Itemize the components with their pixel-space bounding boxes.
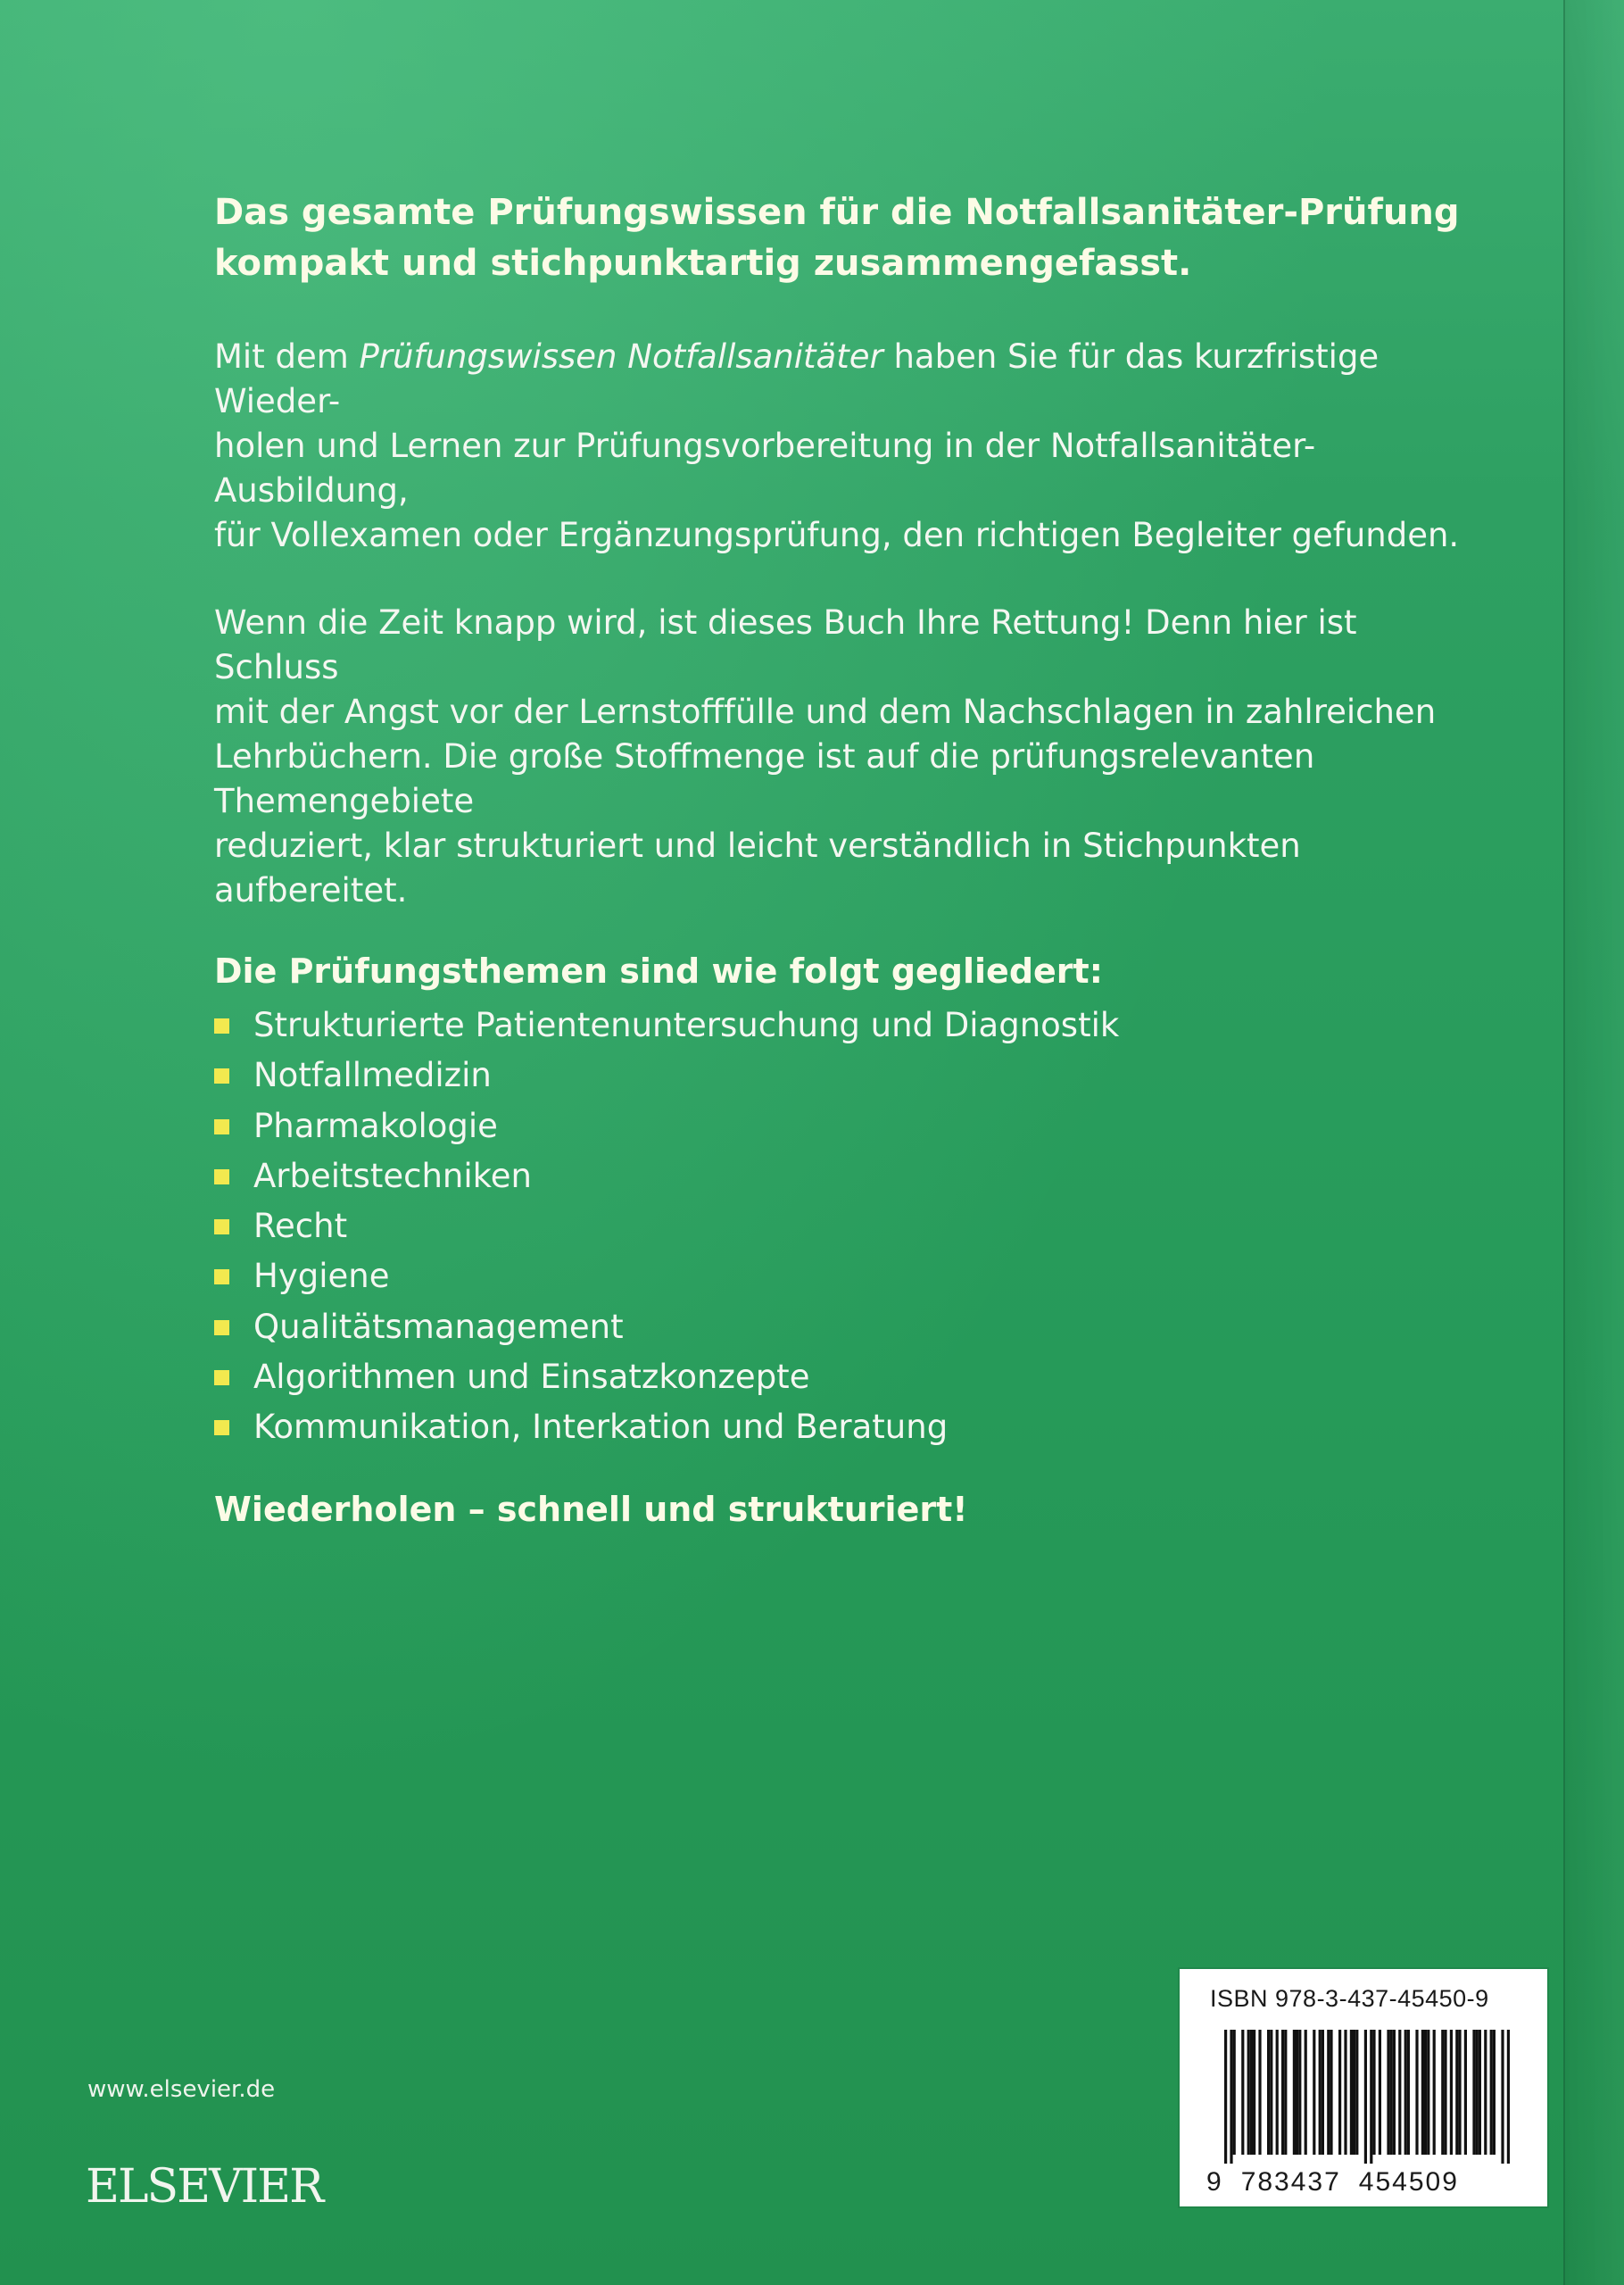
barcode-bar	[1355, 2030, 1358, 2155]
barcode-bar	[1281, 2030, 1284, 2155]
tagline: Wiederholen – schnell und strukturiert!	[214, 1489, 968, 1529]
barcode-bar	[1330, 2030, 1332, 2155]
barcode-bar	[1501, 2030, 1504, 2164]
barcode-bar	[1450, 2030, 1453, 2155]
barcode-bar	[1305, 2030, 1307, 2155]
topic-label: Algorithmen und Einsatzkonzepte	[253, 1358, 810, 1397]
barcode-bar	[1476, 2030, 1479, 2155]
barcode-bar	[1241, 2030, 1244, 2155]
topics-heading: Die Prüfungsthemen sind wie folgt gegliedert:	[214, 951, 1103, 991]
barcode-bar	[1490, 2030, 1493, 2155]
bullet-square-icon	[214, 1420, 229, 1435]
barcode-bar	[1390, 2030, 1393, 2155]
barcode-digit-group-1: 783437	[1240, 2167, 1341, 2197]
list-item	[214, 1352, 1481, 1402]
barcode-bar	[1458, 2030, 1461, 2155]
barcode-bar	[1284, 2030, 1287, 2155]
barcode-bar	[1398, 2030, 1401, 2155]
barcode-bar	[1319, 2030, 1322, 2155]
topic-label: Hygiene	[253, 1257, 390, 1296]
bullet-square-icon	[214, 1219, 229, 1234]
barcode-bar	[1296, 2030, 1298, 2155]
barcode-bar	[1327, 2030, 1330, 2155]
bullet-square-icon	[214, 1119, 229, 1134]
topic-label: Strukturierte Patientenuntersuchung und Diagnostik	[253, 1006, 1120, 1044]
rescue-paragraph: Wenn die Zeit knapp wird, ist dieses Buch Ihre Rettung! Denn hier ist Schluss mit der Angst vor der Lernstofffülle und dem Nachschlagen in zahlreichen Lehrbüchern. Die große Stoffmenge ist auf die prüfungsrelevanten Themengebiete reduziert, klar strukturiert und leicht verständlich in Stichpunkten aufbereitet.	[214, 603, 1437, 910]
barcode-bar	[1267, 2030, 1270, 2155]
intro-book-title: Prüfungswissen Notfallsanitäter	[359, 337, 883, 376]
barcode-bar	[1293, 2030, 1296, 2155]
barcode-bar	[1433, 2030, 1436, 2155]
barcode-bar	[1364, 2030, 1367, 2164]
topic-label: Notfallmedizin	[253, 1056, 492, 1095]
barcode-bar	[1247, 2030, 1250, 2155]
barcode-bar	[1276, 2030, 1279, 2155]
barcode-bar	[1407, 2030, 1410, 2155]
isbn-barcode-panel	[1180, 1969, 1547, 2206]
barcode-digits	[1206, 2167, 1528, 2198]
barcode-digit-group-2: 454509	[1358, 2167, 1459, 2197]
intro-paragraph	[214, 335, 1481, 558]
barcode-bar	[1484, 2030, 1487, 2155]
barcode-bar	[1464, 2030, 1467, 2155]
barcode-bar	[1387, 2030, 1389, 2155]
topic-label: Qualitätsmanagement	[253, 1307, 624, 1346]
topic-label: Recht	[253, 1207, 348, 1246]
barcode-bar	[1313, 2030, 1315, 2155]
list-item	[214, 1402, 1481, 1452]
barcode-bar	[1353, 2030, 1355, 2155]
barcode-bar	[1338, 2030, 1341, 2155]
barcode-bar	[1415, 2030, 1418, 2155]
barcode-bar	[1322, 2030, 1324, 2155]
bullet-square-icon	[214, 1068, 229, 1084]
barcode-bar	[1404, 2030, 1407, 2155]
list-item	[214, 1051, 1481, 1101]
list-item	[214, 1151, 1481, 1201]
intro-prefix: Mit dem	[214, 337, 360, 376]
spine-edge	[1563, 0, 1624, 2285]
barcode-bar	[1507, 2030, 1510, 2164]
list-item	[214, 1251, 1481, 1301]
headline: Das gesamte Prüfungswissen für die Notfallsanitäter-Prüfung kompakt und stichpunktartig zusammengefasst.	[214, 192, 1460, 284]
barcode-digit-prefix: 9	[1206, 2167, 1223, 2197]
intro-suffix: haben Sie für das kurzfristige Wieder- holen und Lernen zur Prüfungsvorbereitung in der Notfallsanitäter-Ausbildung, für Vollexamen oder Ergänzungsprüfung, den richtigen Begleiter gefunden.	[214, 337, 1460, 554]
barcode-bar	[1479, 2030, 1481, 2155]
barcode-bar	[1472, 2030, 1475, 2155]
barcode-bar	[1224, 2030, 1227, 2164]
barcode-bar	[1230, 2030, 1232, 2164]
barcode-bar	[1344, 2030, 1346, 2155]
barcode-bar	[1372, 2030, 1375, 2155]
barcode-bar	[1455, 2030, 1458, 2155]
barcode-bar	[1350, 2030, 1353, 2155]
barcode-bar	[1427, 2030, 1429, 2155]
isbn-label: ISBN 978-3-437-45450-9	[1210, 1985, 1489, 2012]
bullet-square-icon	[214, 1370, 229, 1385]
barcode-bar	[1441, 2030, 1444, 2155]
bullet-square-icon	[214, 1320, 229, 1335]
elsevier-logo: ELSEVIER	[86, 2160, 323, 2214]
topic-label: Kommunikation, Interkation und Beratung	[253, 1408, 949, 1447]
barcode-bar	[1253, 2030, 1255, 2155]
list-item	[214, 1201, 1481, 1251]
barcode-bar	[1370, 2030, 1372, 2164]
barcode-bar	[1298, 2030, 1301, 2155]
topic-label: Pharmakologie	[253, 1106, 498, 1145]
topic-label: Arbeitstechniken	[253, 1156, 532, 1195]
barcode-bar	[1250, 2030, 1253, 2155]
publisher-website-link[interactable]: www.elsevier.de	[87, 2076, 276, 2103]
barcode-bar	[1258, 2030, 1261, 2155]
blurb-content	[214, 187, 1481, 1532]
barcode-icon	[1224, 2030, 1519, 2164]
barcode-bar	[1233, 2030, 1236, 2155]
topics-list	[214, 1001, 1481, 1453]
list-item	[214, 1001, 1481, 1051]
barcode-bar	[1379, 2030, 1381, 2155]
list-item	[214, 1101, 1481, 1151]
barcode-bar	[1393, 2030, 1396, 2155]
bullet-square-icon	[214, 1269, 229, 1284]
barcode-bar	[1444, 2030, 1446, 2155]
bullet-square-icon	[214, 1169, 229, 1184]
list-item	[214, 1302, 1481, 1352]
barcode-bar	[1424, 2030, 1427, 2155]
barcode-bar	[1270, 2030, 1272, 2155]
barcode-bar	[1421, 2030, 1424, 2155]
barcode-bar	[1493, 2030, 1496, 2155]
bullet-square-icon	[214, 1018, 229, 1034]
